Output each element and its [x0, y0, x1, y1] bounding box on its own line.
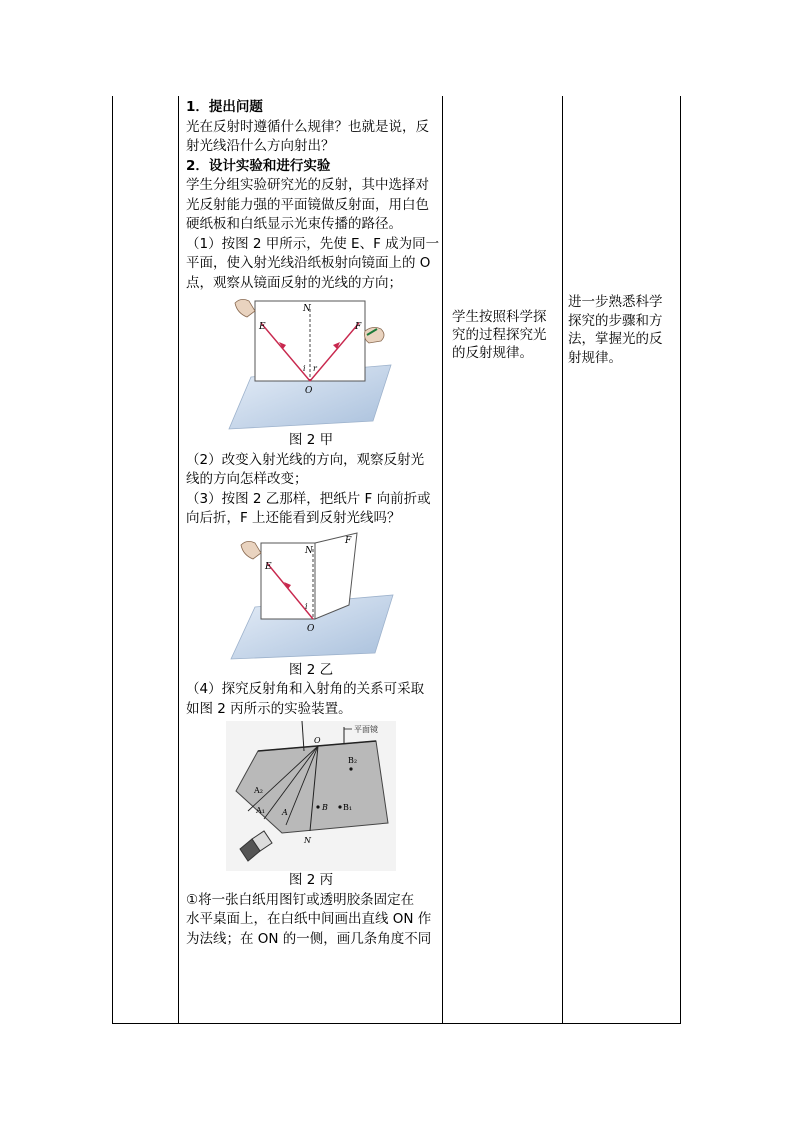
label-i: i — [305, 601, 308, 611]
label-A1: A₁ — [256, 806, 265, 815]
hand-left-icon — [241, 541, 261, 559]
figure-2-bing — [226, 721, 396, 871]
label-mirror: 平面镜 — [354, 725, 378, 734]
label-E: E — [265, 561, 272, 572]
text-line: （2）改变入射光线的方向，观察反射光 — [186, 451, 425, 468]
text-line: 平面，使入射光线沿纸板射向镜面上的 O — [186, 255, 431, 271]
text-line: 线的方向怎样改变； — [186, 471, 308, 487]
text-line: 水平桌面上，在白纸中间画出直线 ON 作 — [186, 911, 432, 927]
label-B1: B₁ — [343, 803, 353, 812]
text-line: 进一步熟悉科学 — [568, 294, 663, 310]
text-line: 法，掌握光的反 — [568, 331, 663, 347]
figure-caption: 图 2 丙 — [288, 872, 334, 888]
text-line: （4）探究反射角和入射角的关系可采取 — [186, 681, 425, 697]
column-divider-3 — [562, 96, 563, 1024]
student-activity-cell — [452, 308, 564, 362]
column-divider-2 — [442, 96, 443, 1024]
text-line: 如图 2 丙所示的实验装置。 — [186, 700, 352, 717]
hand-left-icon — [235, 299, 255, 317]
figure-2-jia — [221, 295, 401, 431]
teaching-content-cell — [186, 98, 440, 949]
label-O: O — [305, 386, 313, 396]
label-A2: A₂ — [254, 786, 263, 795]
table-border-left — [112, 96, 113, 1024]
section-heading-2: 2．设计实验和进行实验 — [186, 157, 331, 174]
label-N: N — [305, 545, 313, 556]
text-line: 为法线；在 ON 的一侧，画几条角度不同 — [186, 930, 432, 947]
text-line: 光反射能力强的平面镜做反射面，用白色 — [186, 196, 429, 213]
text-line: 射光线沿什么方向射出？ — [186, 138, 335, 154]
label-i: i — [303, 364, 306, 373]
label-A: A — [282, 808, 288, 817]
figure-2-yi — [221, 531, 401, 661]
table-border-bottom — [112, 1023, 681, 1024]
text-line: 向后折，F 上还能看到反射光线吗？ — [186, 510, 401, 526]
section-heading-1: 1．提出问题 — [186, 99, 263, 115]
text-line: 光在反射时遵循什么规律？也就是说，反 — [186, 118, 429, 135]
label-O: O — [314, 736, 321, 745]
label-N: N — [303, 304, 311, 314]
label-F: F — [345, 535, 352, 546]
label-r: r — [313, 364, 317, 373]
text-line: 射规律。 — [568, 349, 622, 366]
label-E: E — [259, 322, 266, 332]
point-B1 — [338, 805, 341, 808]
figure-caption: 图 2 乙 — [288, 661, 334, 678]
text-line: （3）按图 2 乙那样，把纸片 F 向前折或 — [186, 490, 431, 507]
text-line: 的反射规律。 — [452, 345, 533, 361]
label-N: N — [304, 836, 311, 845]
text-line: 硬纸板和白纸显示光束传播的路径。 — [186, 216, 402, 232]
text-line: 学生按照科学探 — [452, 309, 547, 325]
table-border-right — [680, 96, 681, 1024]
text-line: （1）按图 2 甲所示，先使 E、F 成为同一 — [186, 235, 440, 252]
text-line: 究的过程探究光 — [452, 327, 547, 343]
column-divider-1 — [178, 96, 179, 1024]
label-B2: B₂ — [348, 756, 358, 765]
figure-caption: 图 2 甲 — [288, 432, 334, 448]
text-line: ①将一张白纸用图钉或透明胶条固定在 — [186, 891, 415, 908]
design-intent-cell — [568, 293, 678, 367]
label-F: F — [355, 322, 362, 332]
text-line: 点，观察从镜面反射的光线的方向； — [186, 274, 402, 291]
lesson-table — [112, 96, 681, 1024]
point-B2 — [349, 767, 352, 770]
point-B — [316, 805, 319, 808]
text-line: 探究的步骤和方 — [568, 312, 663, 329]
label-B: B — [322, 803, 328, 812]
label-O: O — [307, 623, 315, 634]
text-line: 学生分组实验研究光的反射，其中选择对 — [186, 177, 429, 193]
